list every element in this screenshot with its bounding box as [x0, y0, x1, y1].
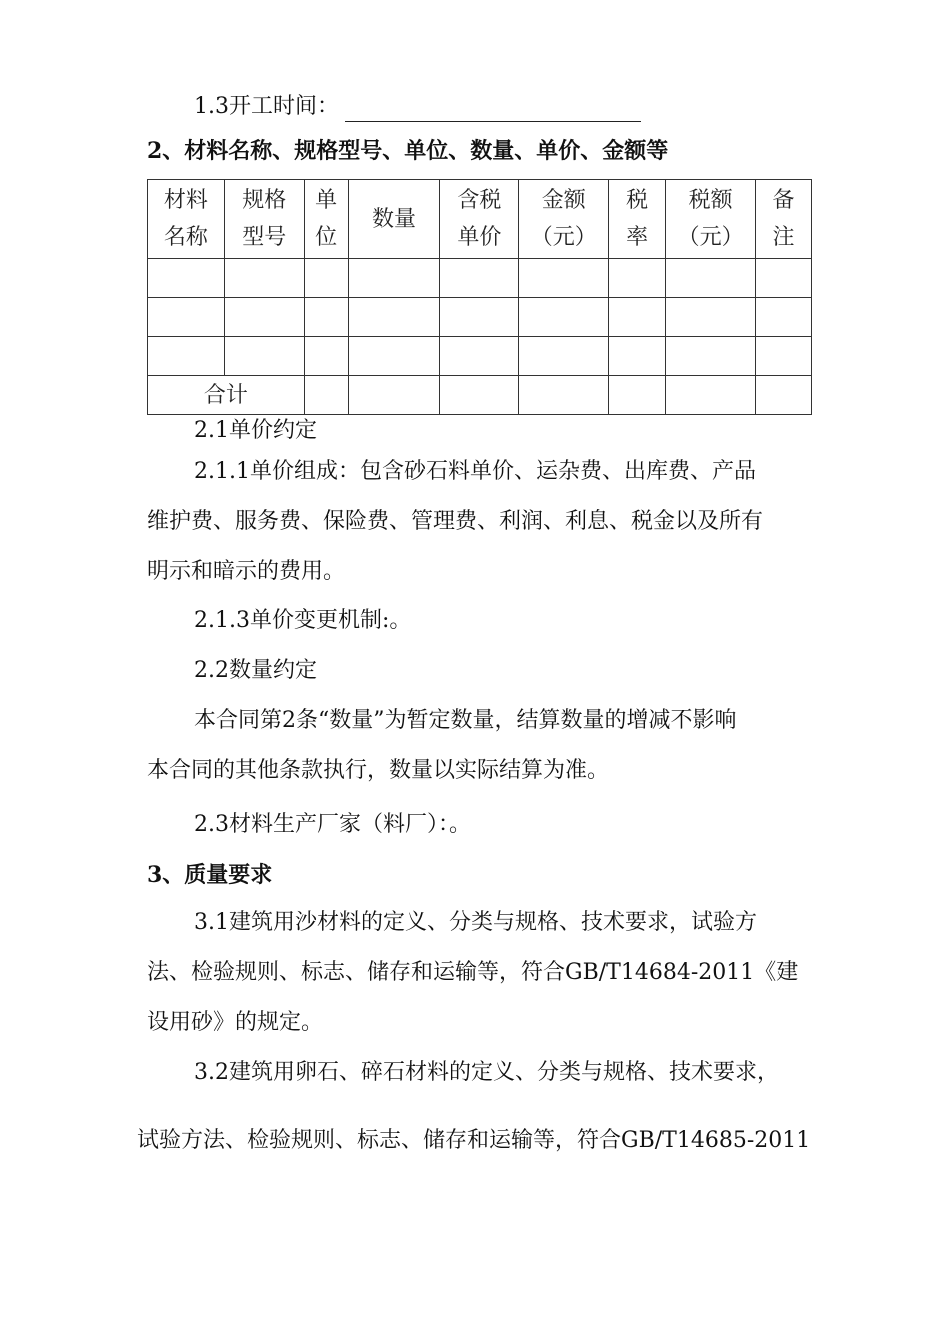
- total-label: 合计: [148, 376, 305, 415]
- paragraph-line: 本合同第2条“数量”为暂定数量，结算数量的增减不影响: [194, 708, 737, 733]
- table-row: [148, 298, 812, 337]
- start-time-blank: [345, 99, 641, 122]
- table-row: [148, 337, 812, 376]
- header-spec-model: 规格 型号: [224, 180, 304, 259]
- section-2-2-title: 2.2数量约定: [194, 658, 317, 683]
- paragraph-line: 设用砂》的规定。: [147, 1010, 324, 1035]
- header-unit-price: 含税 单价: [440, 180, 519, 259]
- start-time-label: 1.3开工时间：: [194, 94, 339, 119]
- paragraph-line: 3.1建筑用沙材料的定义、分类与规格、技术要求，试验方: [194, 910, 757, 935]
- paragraph-line: 法、检验规则、标志、储存和运输等，符合GB/T14684-2011《建: [147, 960, 799, 985]
- paragraph-2-1-1: [147, 447, 827, 597]
- paragraph-3-1: [147, 898, 837, 1048]
- paragraph-3-2-line-1: 3.2建筑用卵石、碎石材料的定义、分类与规格、技术要求，: [194, 1060, 779, 1085]
- paragraph-3-2-line-2: 试验方法、检验规则、标志、储存和运输等，符合GB/T14685-2011: [137, 1128, 811, 1153]
- paragraph-line: 2.1.1单价组成：包含砂石料单价、运杂费、出库费、产品: [194, 459, 756, 484]
- section-2-1-title: 2.1单价约定: [194, 418, 317, 443]
- table-row: [148, 259, 812, 298]
- section-2-heading: 2、材料名称、规格型号、单位、数量、单价、金额等: [147, 138, 669, 164]
- materials-table: [147, 179, 812, 415]
- header-unit: 单 位: [304, 180, 348, 259]
- header-tax-amount: 税额 （元）: [666, 180, 756, 259]
- header-quantity: 数量: [348, 180, 440, 259]
- paragraph-2-2: [147, 696, 827, 796]
- header-material-name: 材料 名称: [148, 180, 225, 259]
- table-header-row: [148, 180, 812, 259]
- table-total-row: [148, 376, 812, 415]
- header-amount: 金额 （元）: [519, 180, 609, 259]
- paragraph-2-3: 2.3材料生产厂家（料厂）：。: [194, 812, 471, 837]
- header-remarks: 备 注: [756, 180, 812, 259]
- paragraph-line: 本合同的其他条款执行，数量以实际结算为准。: [147, 758, 610, 783]
- section-3-heading: 3、质量要求: [147, 862, 273, 888]
- paragraph-2-1-3: 2.1.3单价变更机制:。: [194, 608, 412, 633]
- header-tax-rate: 税 率: [609, 180, 666, 259]
- paragraph-line: 维护费、服务费、保险费、管理费、利润、利息、税金以及所有: [147, 509, 764, 534]
- paragraph-line: 明示和暗示的费用。: [147, 559, 346, 584]
- section-1-3-line: [194, 92, 641, 122]
